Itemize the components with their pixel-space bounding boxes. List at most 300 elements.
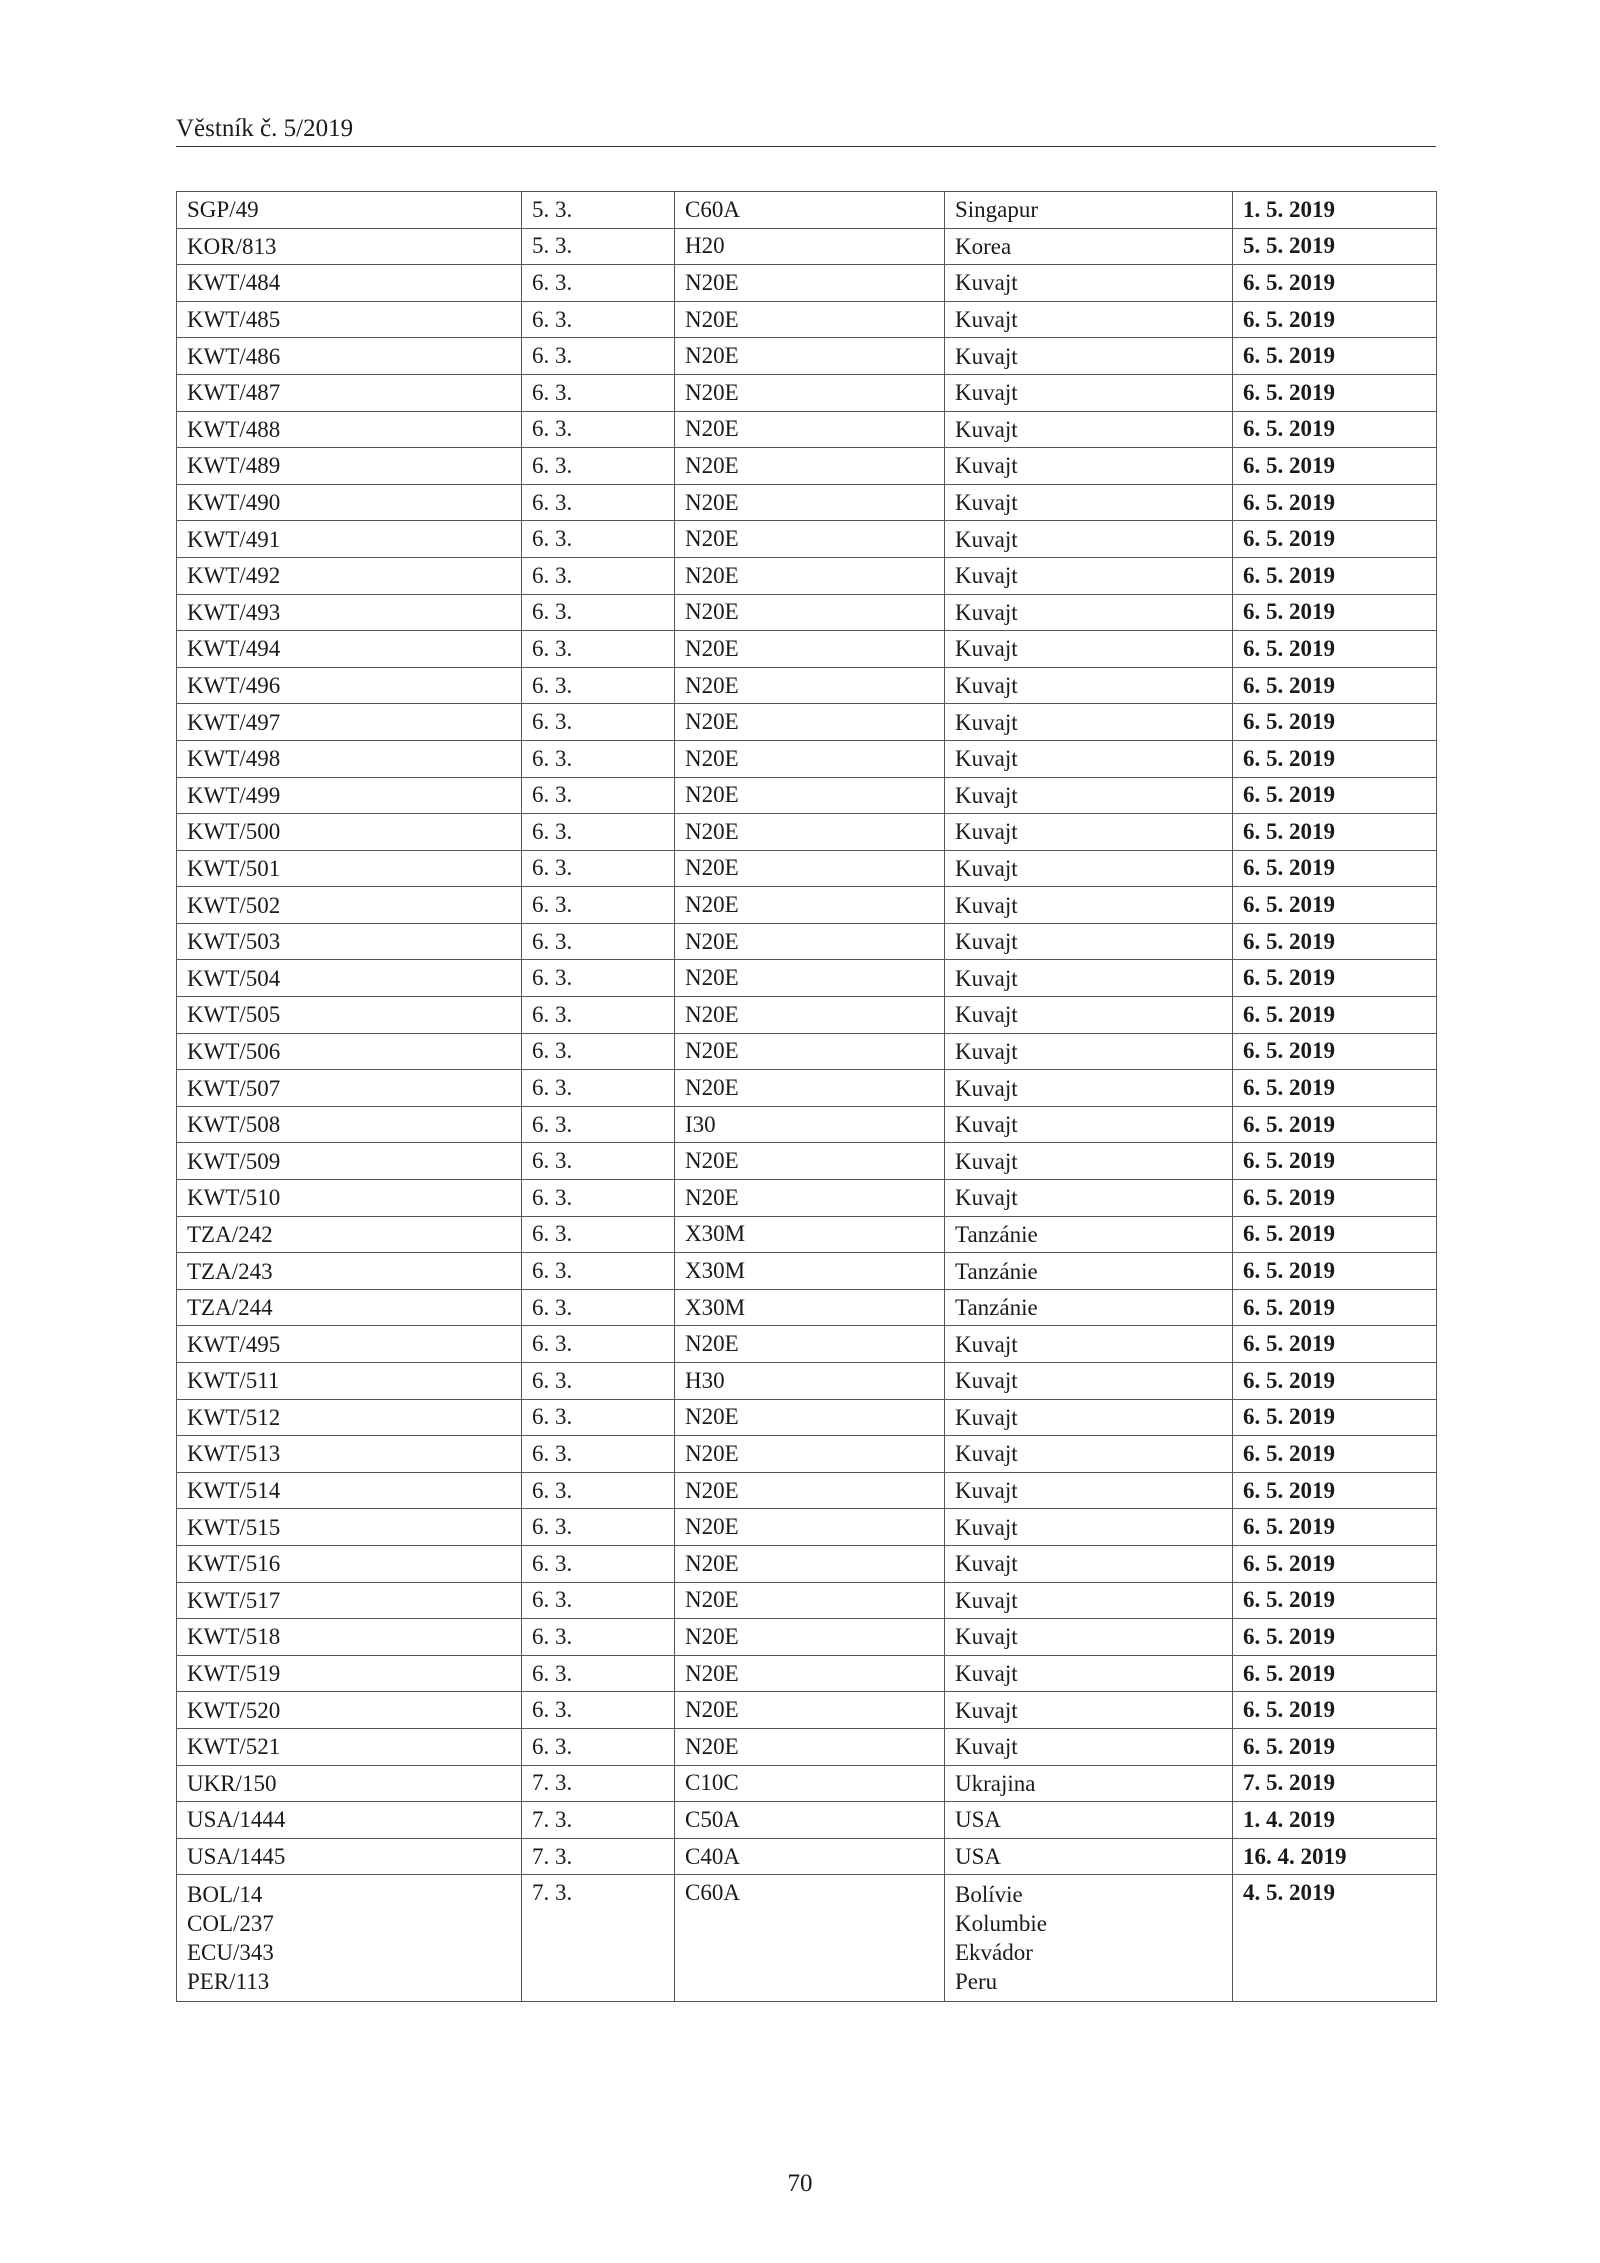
code-cell-line: KWT/496 <box>187 673 281 699</box>
country-cell <box>945 1326 1233 1363</box>
category-cell: N20E <box>675 997 945 1034</box>
valid-from-cell: 6. 5. 2019 <box>1233 594 1437 631</box>
valid-from-cell: 6. 5. 2019 <box>1233 1619 1437 1656</box>
table-row <box>177 960 1437 997</box>
table-row <box>177 1582 1437 1619</box>
table-row <box>177 631 1437 668</box>
code-cell-line: TZA/244 <box>187 1295 273 1321</box>
code-cell <box>177 997 522 1034</box>
category-cell: N20E <box>675 1655 945 1692</box>
category-cell: N20E <box>675 1033 945 1070</box>
category-cell: N20E <box>675 960 945 997</box>
category-cell: N20E <box>675 1509 945 1546</box>
code-cell-line: KWT/514 <box>187 1478 281 1504</box>
table-row <box>177 1216 1437 1253</box>
table-row <box>177 301 1437 338</box>
code-cell <box>177 1509 522 1546</box>
code-cell <box>177 704 522 741</box>
date-cell: 6. 3. <box>522 1436 675 1473</box>
table-row <box>177 1838 1437 1875</box>
page-header <box>176 112 1436 147</box>
date-cell: 6. 3. <box>522 1728 675 1765</box>
country-cell <box>945 448 1233 485</box>
code-cell <box>177 1582 522 1619</box>
date-cell: 6. 3. <box>522 1472 675 1509</box>
code-cell <box>177 1619 522 1656</box>
category-cell: I30 <box>675 1106 945 1143</box>
country-cell <box>945 1875 1233 2002</box>
date-cell: 7. 3. <box>522 1875 675 2002</box>
table-row <box>177 411 1437 448</box>
country-cell-line: Kuvajt <box>955 1002 1018 1028</box>
category-cell: N20E <box>675 1070 945 1107</box>
code-cell <box>177 1180 522 1217</box>
table-row <box>177 594 1437 631</box>
table-row <box>177 1033 1437 1070</box>
country-cell-line: Kuvajt <box>955 929 1018 955</box>
code-cell <box>177 1728 522 1765</box>
country-cell-line: Kuvajt <box>955 1404 1018 1430</box>
country-cell-line: Kuvajt <box>955 892 1018 918</box>
notification-table <box>176 191 1437 2002</box>
country-cell <box>945 850 1233 887</box>
code-cell <box>177 1143 522 1180</box>
code-cell-line: KWT/499 <box>187 782 281 808</box>
date-cell: 5. 3. <box>522 228 675 265</box>
country-cell <box>945 814 1233 851</box>
code-cell-line: COL/237 <box>187 1911 274 1937</box>
country-cell <box>945 1838 1233 1875</box>
country-cell <box>945 1545 1233 1582</box>
country-cell-line: Kuvajt <box>955 380 1018 406</box>
valid-from-cell: 6. 5. 2019 <box>1233 1728 1437 1765</box>
country-cell-line: Kuvajt <box>955 1551 1018 1577</box>
category-cell: N20E <box>675 1399 945 1436</box>
country-cell <box>945 192 1233 229</box>
code-cell <box>177 1399 522 1436</box>
category-cell: N20E <box>675 1143 945 1180</box>
country-cell <box>945 1106 1233 1143</box>
valid-from-cell: 6. 5. 2019 <box>1233 1655 1437 1692</box>
category-cell: X30M <box>675 1289 945 1326</box>
code-cell-line: SGP/49 <box>187 197 259 223</box>
category-cell: N20E <box>675 411 945 448</box>
valid-from-cell: 6. 5. 2019 <box>1233 1436 1437 1473</box>
category-cell: N20E <box>675 594 945 631</box>
valid-from-cell: 6. 5. 2019 <box>1233 557 1437 594</box>
table-row <box>177 1253 1437 1290</box>
code-cell-line: KWT/517 <box>187 1587 281 1613</box>
code-cell-line: KWT/513 <box>187 1441 281 1467</box>
valid-from-cell: 7. 5. 2019 <box>1233 1765 1437 1802</box>
country-cell-line: Ukrajina <box>955 1770 1036 1796</box>
table-row <box>177 1106 1437 1143</box>
country-cell <box>945 997 1233 1034</box>
date-cell: 6. 3. <box>522 301 675 338</box>
country-cell <box>945 1070 1233 1107</box>
code-cell-line: USA/1445 <box>187 1844 286 1870</box>
code-cell <box>177 1545 522 1582</box>
category-cell: N20E <box>675 1472 945 1509</box>
date-cell: 6. 3. <box>522 814 675 851</box>
code-cell-line: UKR/150 <box>187 1770 277 1796</box>
code-cell-line: KWT/493 <box>187 599 281 625</box>
valid-from-cell: 6. 5. 2019 <box>1233 814 1437 851</box>
country-cell-line: Kuvajt <box>955 1075 1018 1101</box>
category-cell: N20E <box>675 1436 945 1473</box>
country-cell-line: USA <box>955 1844 1002 1870</box>
valid-from-cell: 6. 5. 2019 <box>1233 301 1437 338</box>
category-cell: N20E <box>675 338 945 375</box>
code-cell <box>177 594 522 631</box>
code-cell <box>177 777 522 814</box>
code-cell <box>177 448 522 485</box>
country-cell-line: Kuvajt <box>955 673 1018 699</box>
valid-from-cell: 6. 5. 2019 <box>1233 1070 1437 1107</box>
country-cell <box>945 521 1233 558</box>
country-cell <box>945 557 1233 594</box>
code-cell-line: KWT/492 <box>187 563 281 589</box>
table-row <box>177 1692 1437 1729</box>
date-cell: 6. 3. <box>522 1143 675 1180</box>
table-row <box>177 740 1437 777</box>
category-cell: N20E <box>675 1728 945 1765</box>
date-cell: 6. 3. <box>522 411 675 448</box>
country-cell-line: Kuvajt <box>955 1478 1018 1504</box>
table-row <box>177 265 1437 302</box>
country-cell-line: Kuvajt <box>955 1734 1018 1760</box>
date-cell: 6. 3. <box>522 1619 675 1656</box>
valid-from-cell: 6. 5. 2019 <box>1233 631 1437 668</box>
code-cell <box>177 850 522 887</box>
country-cell <box>945 1765 1233 1802</box>
table-row <box>177 814 1437 851</box>
table-row <box>177 777 1437 814</box>
category-cell: H30 <box>675 1363 945 1400</box>
code-cell-line: TZA/243 <box>187 1258 273 1284</box>
country-cell-line: Kuvajt <box>955 1514 1018 1540</box>
table-row <box>177 1070 1437 1107</box>
table-row <box>177 1326 1437 1363</box>
category-cell: N20E <box>675 301 945 338</box>
country-cell <box>945 1655 1233 1692</box>
page-number: 70 <box>787 2170 813 2197</box>
date-cell: 6. 3. <box>522 1106 675 1143</box>
date-cell: 6. 3. <box>522 1692 675 1729</box>
country-cell-line: Kuvajt <box>955 1038 1018 1064</box>
category-cell: N20E <box>675 777 945 814</box>
date-cell: 6. 3. <box>522 777 675 814</box>
code-cell <box>177 1363 522 1400</box>
valid-from-cell: 6. 5. 2019 <box>1233 1106 1437 1143</box>
category-cell: C40A <box>675 1838 945 1875</box>
valid-from-cell: 6. 5. 2019 <box>1233 411 1437 448</box>
valid-from-cell: 6. 5. 2019 <box>1233 960 1437 997</box>
country-cell <box>945 338 1233 375</box>
code-cell-line: KWT/520 <box>187 1697 281 1723</box>
table-row <box>177 448 1437 485</box>
country-cell <box>945 1509 1233 1546</box>
code-cell <box>177 923 522 960</box>
date-cell: 6. 3. <box>522 1399 675 1436</box>
country-cell-line: Kuvajt <box>955 1697 1018 1723</box>
date-cell: 6. 3. <box>522 997 675 1034</box>
code-cell-line: KWT/498 <box>187 746 281 772</box>
country-cell <box>945 594 1233 631</box>
category-cell: N20E <box>675 265 945 302</box>
code-cell <box>177 1436 522 1473</box>
valid-from-cell: 6. 5. 2019 <box>1233 484 1437 521</box>
country-cell <box>945 374 1233 411</box>
code-cell <box>177 301 522 338</box>
valid-from-cell: 6. 5. 2019 <box>1233 1582 1437 1619</box>
category-cell: C50A <box>675 1802 945 1839</box>
country-cell <box>945 1582 1233 1619</box>
category-cell: C60A <box>675 192 945 229</box>
code-cell <box>177 1070 522 1107</box>
country-cell-line: Kuvajt <box>955 416 1018 442</box>
country-cell <box>945 631 1233 668</box>
country-cell <box>945 960 1233 997</box>
valid-from-cell: 6. 5. 2019 <box>1233 777 1437 814</box>
category-cell: N20E <box>675 448 945 485</box>
valid-from-cell: 6. 5. 2019 <box>1233 448 1437 485</box>
country-cell-line: Kuvajt <box>955 307 1018 333</box>
table-row <box>177 923 1437 960</box>
valid-from-cell: 6. 5. 2019 <box>1233 1033 1437 1070</box>
date-cell: 6. 3. <box>522 667 675 704</box>
date-cell: 7. 3. <box>522 1838 675 1875</box>
category-cell: N20E <box>675 740 945 777</box>
country-cell <box>945 1472 1233 1509</box>
code-cell <box>177 338 522 375</box>
code-cell <box>177 228 522 265</box>
valid-from-cell: 6. 5. 2019 <box>1233 374 1437 411</box>
code-cell-line: KWT/502 <box>187 892 281 918</box>
code-cell <box>177 521 522 558</box>
code-cell-line: KWT/497 <box>187 709 281 735</box>
date-cell: 6. 3. <box>522 887 675 924</box>
country-cell-line: Kuvajt <box>955 709 1018 735</box>
country-cell-line: Tanzánie <box>955 1295 1038 1321</box>
category-cell: N20E <box>675 631 945 668</box>
code-cell <box>177 960 522 997</box>
category-cell: C10C <box>675 1765 945 1802</box>
country-cell <box>945 923 1233 960</box>
country-cell-line: Kuvajt <box>955 270 1018 296</box>
code-cell <box>177 192 522 229</box>
code-cell-line: KWT/494 <box>187 636 281 662</box>
country-cell-line: Tanzánie <box>955 1258 1038 1284</box>
country-cell-line: Singapur <box>955 197 1039 223</box>
country-cell-line: Kuvajt <box>955 1331 1018 1357</box>
code-cell-line: KWT/491 <box>187 526 281 552</box>
category-cell: H20 <box>675 228 945 265</box>
country-cell <box>945 1436 1233 1473</box>
valid-from-cell: 6. 5. 2019 <box>1233 667 1437 704</box>
code-cell-line: KWT/510 <box>187 1185 281 1211</box>
date-cell: 6. 3. <box>522 484 675 521</box>
country-cell <box>945 1216 1233 1253</box>
country-cell-line: USA <box>955 1807 1002 1833</box>
country-cell-line: Peru <box>955 1969 998 1995</box>
code-cell <box>177 1216 522 1253</box>
code-cell-line: KWT/484 <box>187 270 281 296</box>
valid-from-cell: 6. 5. 2019 <box>1233 1509 1437 1546</box>
code-cell <box>177 667 522 704</box>
code-cell-line: ECU/343 <box>187 1940 274 1966</box>
table-row <box>177 667 1437 704</box>
country-cell-line: Kuvajt <box>955 1112 1018 1138</box>
date-cell: 6. 3. <box>522 1655 675 1692</box>
country-cell-line: Kuvajt <box>955 490 1018 516</box>
code-cell <box>177 1106 522 1143</box>
country-cell <box>945 1399 1233 1436</box>
date-cell: 6. 3. <box>522 704 675 741</box>
country-cell <box>945 740 1233 777</box>
date-cell: 7. 3. <box>522 1765 675 1802</box>
code-cell-line: KWT/507 <box>187 1075 281 1101</box>
code-cell <box>177 484 522 521</box>
code-cell-line: KWT/505 <box>187 1002 281 1028</box>
date-cell: 6. 3. <box>522 960 675 997</box>
code-cell <box>177 1655 522 1692</box>
code-cell-line: KWT/487 <box>187 380 281 406</box>
code-cell-line: KWT/489 <box>187 453 281 479</box>
category-cell: N20E <box>675 1180 945 1217</box>
code-cell <box>177 1692 522 1729</box>
country-cell-line: Kuvajt <box>955 1587 1018 1613</box>
table-row <box>177 228 1437 265</box>
date-cell: 6. 3. <box>522 1180 675 1217</box>
valid-from-cell: 6. 5. 2019 <box>1233 923 1437 960</box>
table-row <box>177 1802 1437 1839</box>
country-cell <box>945 1619 1233 1656</box>
table-row <box>177 1472 1437 1509</box>
valid-from-cell: 6. 5. 2019 <box>1233 265 1437 302</box>
valid-from-cell: 6. 5. 2019 <box>1233 1399 1437 1436</box>
date-cell: 6. 3. <box>522 1253 675 1290</box>
country-cell-line: Kuvajt <box>955 819 1018 845</box>
date-cell: 6. 3. <box>522 1033 675 1070</box>
category-cell: N20E <box>675 1326 945 1363</box>
table-row <box>177 484 1437 521</box>
code-cell-line: TZA/242 <box>187 1221 273 1247</box>
category-cell: N20E <box>675 704 945 741</box>
country-cell-line: Tanzánie <box>955 1221 1038 1247</box>
country-cell-line: Kuvajt <box>955 563 1018 589</box>
code-cell <box>177 814 522 851</box>
date-cell: 6. 3. <box>522 1363 675 1400</box>
country-cell <box>945 301 1233 338</box>
category-cell: N20E <box>675 484 945 521</box>
country-cell-line: Kuvajt <box>955 1441 1018 1467</box>
country-cell-line: Kuvajt <box>955 453 1018 479</box>
date-cell: 6. 3. <box>522 448 675 485</box>
date-cell: 6. 3. <box>522 594 675 631</box>
date-cell: 6. 3. <box>522 1509 675 1546</box>
category-cell: X30M <box>675 1253 945 1290</box>
date-cell: 7. 3. <box>522 1802 675 1839</box>
date-cell: 6. 3. <box>522 1289 675 1326</box>
country-cell <box>945 1253 1233 1290</box>
code-cell <box>177 1838 522 1875</box>
country-cell <box>945 1802 1233 1839</box>
category-cell: N20E <box>675 923 945 960</box>
table-row <box>177 887 1437 924</box>
table-row <box>177 374 1437 411</box>
country-cell-line: Kuvajt <box>955 599 1018 625</box>
date-cell: 6. 3. <box>522 1326 675 1363</box>
country-cell <box>945 484 1233 521</box>
code-cell-line: KWT/495 <box>187 1331 281 1357</box>
table-body <box>177 192 1437 2002</box>
country-cell <box>945 1289 1233 1326</box>
code-cell <box>177 740 522 777</box>
valid-from-cell: 1. 5. 2019 <box>1233 192 1437 229</box>
table-row <box>177 1509 1437 1546</box>
country-cell <box>945 1692 1233 1729</box>
valid-from-cell: 6. 5. 2019 <box>1233 1216 1437 1253</box>
country-cell <box>945 411 1233 448</box>
category-cell: N20E <box>675 1545 945 1582</box>
code-cell-line: KWT/485 <box>187 307 281 333</box>
code-cell <box>177 1253 522 1290</box>
country-cell-line: Kuvajt <box>955 855 1018 881</box>
valid-from-cell: 6. 5. 2019 <box>1233 850 1437 887</box>
country-cell-line: Kuvajt <box>955 746 1018 772</box>
category-cell: N20E <box>675 850 945 887</box>
category-cell: N20E <box>675 814 945 851</box>
valid-from-cell: 4. 5. 2019 <box>1233 1875 1437 2002</box>
date-cell: 6. 3. <box>522 557 675 594</box>
code-cell <box>177 1326 522 1363</box>
code-cell-line: KWT/512 <box>187 1404 281 1430</box>
date-cell: 6. 3. <box>522 1070 675 1107</box>
valid-from-cell: 6. 5. 2019 <box>1233 1180 1437 1217</box>
country-cell <box>945 265 1233 302</box>
valid-from-cell: 6. 5. 2019 <box>1233 1143 1437 1180</box>
country-cell-line: Kuvajt <box>955 343 1018 369</box>
category-cell: N20E <box>675 374 945 411</box>
country-cell <box>945 704 1233 741</box>
category-cell: N20E <box>675 521 945 558</box>
date-cell: 6. 3. <box>522 631 675 668</box>
country-cell-line: Ekvádor <box>955 1940 1033 1966</box>
code-cell <box>177 1033 522 1070</box>
table-row <box>177 338 1437 375</box>
country-cell <box>945 1728 1233 1765</box>
code-cell <box>177 1875 522 2002</box>
code-cell <box>177 1765 522 1802</box>
valid-from-cell: 6. 5. 2019 <box>1233 1253 1437 1290</box>
code-cell-line: KOR/813 <box>187 233 277 259</box>
code-cell-line: KWT/519 <box>187 1661 281 1687</box>
table-row <box>177 1436 1437 1473</box>
code-cell-line: KWT/509 <box>187 1148 281 1174</box>
table-row <box>177 850 1437 887</box>
code-cell-line: KWT/508 <box>187 1112 281 1138</box>
code-cell <box>177 557 522 594</box>
valid-from-cell: 16. 4. 2019 <box>1233 1838 1437 1875</box>
category-cell: N20E <box>675 1582 945 1619</box>
code-cell-line: KWT/521 <box>187 1734 281 1760</box>
table-row <box>177 557 1437 594</box>
date-cell: 6. 3. <box>522 740 675 777</box>
date-cell: 6. 3. <box>522 1545 675 1582</box>
valid-from-cell: 6. 5. 2019 <box>1233 1326 1437 1363</box>
country-cell-line: Korea <box>955 233 1012 259</box>
